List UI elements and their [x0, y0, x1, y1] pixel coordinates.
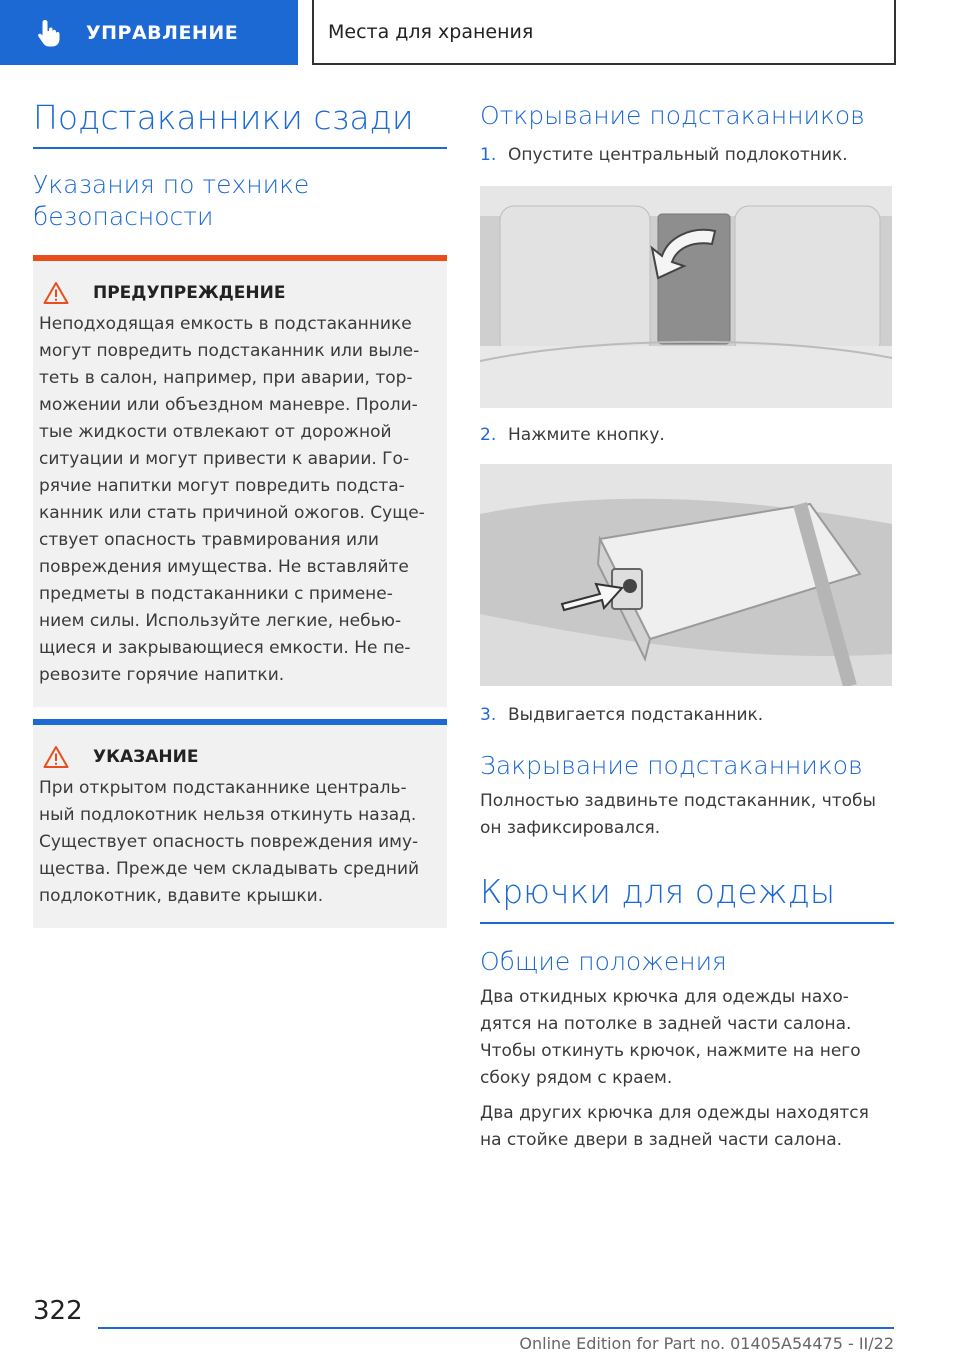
- step-text: Нажмите кнопку.: [508, 425, 665, 445]
- page-title: Подстаканники сзади: [33, 98, 414, 137]
- topic-tab: [312, 0, 896, 65]
- step-number: 1.: [480, 145, 497, 165]
- general-heading: Общие положения: [480, 947, 727, 976]
- warning-triangle-icon: [43, 281, 69, 305]
- step-text: Опустите центральный подлокотник.: [508, 145, 848, 165]
- step-number: 3.: [480, 705, 497, 725]
- step-2: [480, 422, 894, 448]
- title-rule: [33, 147, 447, 149]
- section-tab-label: УПРАВЛЕНИЕ: [86, 21, 239, 44]
- armrest-button-illustration: [480, 464, 892, 686]
- warning-box: [33, 255, 447, 707]
- general-text-2: Два других крючка для одежды находятся на стойке двери в задней части салона.: [480, 1103, 869, 1150]
- topic-tab-label: Места для хранения: [328, 20, 534, 43]
- step-1: [480, 142, 894, 168]
- warning-text: Неподходящая емкость в подстаканнике могут повредить подстаканник или выле- теть в салон, например, при аварии, тор- можении или объездном маневре. Проли- тые жидкости отвлекают от дорожной ситуации и могут привести к аварии. Го- рячие напитки могут повредить подста- канник или стать причиной ожогов. Суще- ствует опасность травмирования или повреждения имущества. Не вставляйте предметы в подстаканники с примене- нием силы. Используйте легкие, небью- щиеся и закрывающиеся емкости. Не пе- ревозите горячие напитки.: [39, 314, 425, 685]
- step-text: Выдвигается подстаканник.: [508, 705, 764, 725]
- step-number: 2.: [480, 425, 497, 445]
- rear-seat-illustration: [480, 186, 892, 408]
- hand-pointer-icon: [36, 18, 62, 48]
- photo-armrest-button: [480, 464, 892, 686]
- right-column: [480, 96, 894, 1154]
- section-tab: [0, 0, 298, 65]
- warning-title: ПРЕДУПРЕЖДЕНИЕ: [93, 283, 286, 303]
- footer-edition: Online Edition for Part no. 01405A54475 - II/22: [519, 1334, 894, 1353]
- close-heading: Закрывание подстаканников: [480, 751, 863, 780]
- footer-rule: [98, 1327, 894, 1329]
- notice-title: УКАЗАНИЕ: [93, 747, 199, 767]
- hooks-title: Крючки для одежды: [480, 872, 836, 911]
- open-heading: Открывание подстаканников: [480, 101, 865, 130]
- safety-heading: Указания по технике безопасности: [33, 170, 310, 231]
- photo-rear-seat: [480, 186, 892, 408]
- step-3: [480, 702, 894, 728]
- hooks-rule: [480, 922, 894, 924]
- notice-text: При открытом подстаканнике централь- ный подлокотник нельзя откинуть назад. Существует опасность повреждения иму- щества. Прежде чем складывать средний подлокотник, вдавите крышки.: [39, 778, 420, 906]
- close-text: Полностью задвиньте подстаканник, чтобы он зафиксировался.: [480, 791, 876, 838]
- left-column: [33, 96, 447, 928]
- notice-box: [33, 719, 447, 928]
- general-text-1: Два откидных крючка для одежды нахо- дятся на потолке в задней части салона. Чтобы откинуть крючок, нажмите на него сбоку рядом с краем.: [480, 987, 861, 1088]
- page-number: 322: [33, 1296, 83, 1326]
- notice-triangle-icon: [43, 745, 69, 769]
